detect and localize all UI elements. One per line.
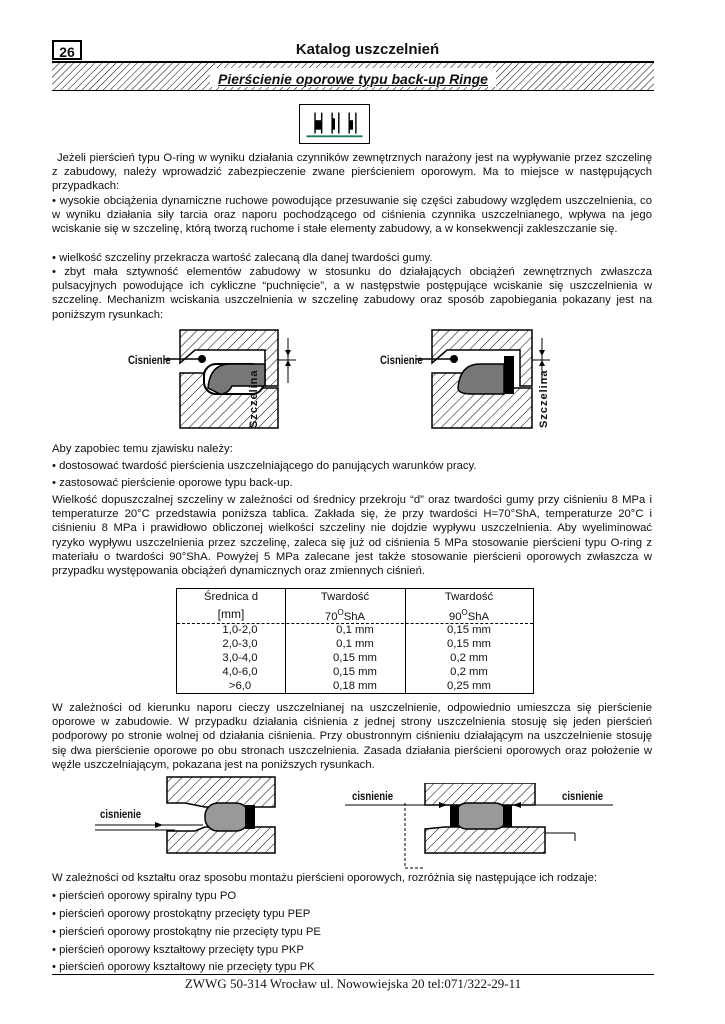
table-cell-h90: 0,15 mm [447, 624, 491, 636]
table-cell-h90: 0,15 mm [447, 638, 491, 650]
pressure-label-fig2-right-b: cisnienie [562, 789, 604, 803]
prevent-intro: Aby zapobiec temu zjawisku należy: [52, 443, 233, 455]
pressure-label-left: Cisnienie [128, 353, 171, 367]
col-hardness70-header: Twardość [320, 591, 370, 603]
hardness70-degree: O [337, 608, 344, 617]
hardness70-value: 70 [324, 610, 338, 623]
table-cell-h90: 0,2 mm [450, 652, 488, 664]
gap-paragraph: Wielkość dopuszczalnej szczeliny w zależności od średnicy przekroju “d” oraz twardości gumy przy ciśnieniu 8 MPa i temperaturze 20°C przedstawia poniższa tablica. Zakłada się, że przy twardości H=70°ShA, temperaturze 20°C i ciśnieniu 8 MPa i prawidłowo obliczonej wielkości szczeliny nie dojdzie wypływu uszczelnienia. Aby wyeliminować ryzyko wypływu uszczelnienia przez szczelinę, zaleca się już od ciśnienia 5 MPa stosowanie pierścieni typu O-ring z materiału o twardości 90°ShA. Powyżej 5 MPa zalecane jest także stosowanie pierścieni oporowych zwłaszcza w przypadku występowania obciążeń dynamicznych oraz zmiennych ciśnień. [52, 494, 652, 578]
pressure-label-right: Cisnienie [380, 353, 423, 367]
intro-paragraph: Jeżeli pierścień typu O-ring w wyniku działania czynników zewnętrznych narażony jest na wypływanie przez szczelinę z zabudowy, należy wprowadzić zabezpieczenie zwane pierścieniem oporowym. Ma to miejsce w następujących przypadkach: [52, 152, 652, 193]
table-cell-d: >6,0 [228, 680, 252, 692]
hardness70-shA: ShA [343, 610, 366, 623]
type-item: • pierścień oporowy kształtowy nie przecięty typu PK [52, 961, 315, 973]
backup-ring-icon [299, 104, 370, 144]
hardness90-degree: O [461, 608, 468, 617]
col-diameter-header: Średnica d [203, 591, 258, 603]
extrusion-figure [120, 328, 305, 438]
gap-label-right: Szczelina [538, 369, 550, 428]
table-cell-d: 3,0-4,0 [222, 652, 258, 664]
footer-address: ZWWG 50-314 Wrocław ul. Nowowiejska 20 tel:071/322-29-11 [184, 976, 522, 991]
prevent-bullet-2: • zastosować pierścienie oporowe typu back-up. [52, 477, 293, 489]
pressure-label-fig2-left: cisnienie [100, 807, 142, 821]
catalog-title: Katalog uszczelnień [295, 41, 440, 58]
section-title-text: Pierścienie oporowe typu back-up Ringe [218, 71, 488, 87]
table-cell-h70: 0,15 mm [333, 652, 377, 664]
table-cell-h90: 0,25 mm [447, 680, 491, 692]
intro-bullet-3: • zbyt mała sztywność elementów zabudowy w stosunku do działających obciążeń zewnętrznych zwłaszcza pulsacyjnych powodujące ich cykliczne “puchnięcie”, a w następstwie postępujące wciskanie się uszczelnienia w szczelinę. Mechanizm wciskania uszczelnienia w szczelinę zabudowy oraz sposób zapobiegania pokazany jest na poniższym rysunkach: [52, 266, 652, 321]
table-cell-d: 1,0-2,0 [222, 624, 258, 636]
section-title [52, 70, 654, 88]
hardness90-value: 90 [448, 610, 462, 623]
table-cell-h70: 0,18 mm [333, 680, 377, 692]
hardness-table [176, 588, 534, 694]
col-hardness70-unit [285, 606, 405, 625]
table-cell-h70: 0,15 mm [333, 666, 377, 678]
table-cell-h90: 0,2 mm [450, 666, 488, 678]
col-hardness90-unit [405, 606, 533, 625]
intro-bullet-1: • wysokie obciążenia dynamiczne ruchowe powodujące przesuwanie się części zabudowy względem uszczelnienia, co w wyniku działania siły tarcia oraz naporu pochodzącego od ciśnienia czynnika uszczelnianego, wpływa na jego wciskanie się w szczelinę, którą tworzą ruchome i stałe elementy zabudowy, a w konsekwencji zakleszczanie się. [52, 195, 652, 236]
prevent-bullet-1: • dostosować twardość pierścienia uszczelniającego do panujących warunków pracy. [52, 460, 477, 472]
backup-prevention-figure [372, 328, 562, 438]
hardness90-shA: ShA [467, 610, 490, 623]
gap-label-left: Szczelina [248, 369, 260, 428]
direction-paragraph: W zależności od kierunku naporu cieczy uszczelnianej na uszczelnienie, odpowiednio umieszcza się pierścienie oporowe w zabudowie. W przypadku działania ciśnienia z jednej strony uszczelnienia stosuję się jeden pierścień podporowy po stronie wolnej od działania ciśnienia. Przy obustronnym ciśnieniu działającym na uszczelnienie stosuję się dwa pierścienie oporowe po obu stronach uszczelnienia. Zasada działania pierścieni oporowych oraz położenie w węźle uszczelniającym, pokazana jest na poniższych rysunkach. [52, 702, 652, 771]
intro-bullet-2: • wielkość szczeliny przekracza wartość zalecaną dla danej twardości gumy. [52, 252, 433, 264]
types-intro: W zależności od kształtu oraz sposobu montażu pierścieni oporowych, rozróżnia się następujące ich rodzaje: [52, 872, 598, 884]
type-item: • pierścień oporowy kształtowy przecięty typu PKP [52, 944, 304, 956]
col-diameter-unit: [mm] [217, 607, 245, 621]
table-cell-h70: 0,1 mm [336, 638, 374, 650]
pressure-label-fig2-right-a: cisnienie [352, 789, 394, 803]
table-cell-d: 2,0-3,0 [222, 638, 258, 650]
type-item: • pierścień oporowy prostokątny nie przecięty typu PE [52, 926, 321, 938]
footer-rule [52, 974, 654, 975]
type-item: • pierścień oporowy spiralny typu PO [52, 890, 237, 902]
type-item: • pierścień oporowy prostokątny przecięty typu PEP [52, 908, 311, 920]
col-hardness90-header: Twardość [444, 591, 494, 603]
table-cell-h70: 0,1 mm [336, 624, 374, 636]
table-cell-d: 4,0-6,0 [222, 666, 258, 678]
page-number: 26 [52, 40, 82, 60]
